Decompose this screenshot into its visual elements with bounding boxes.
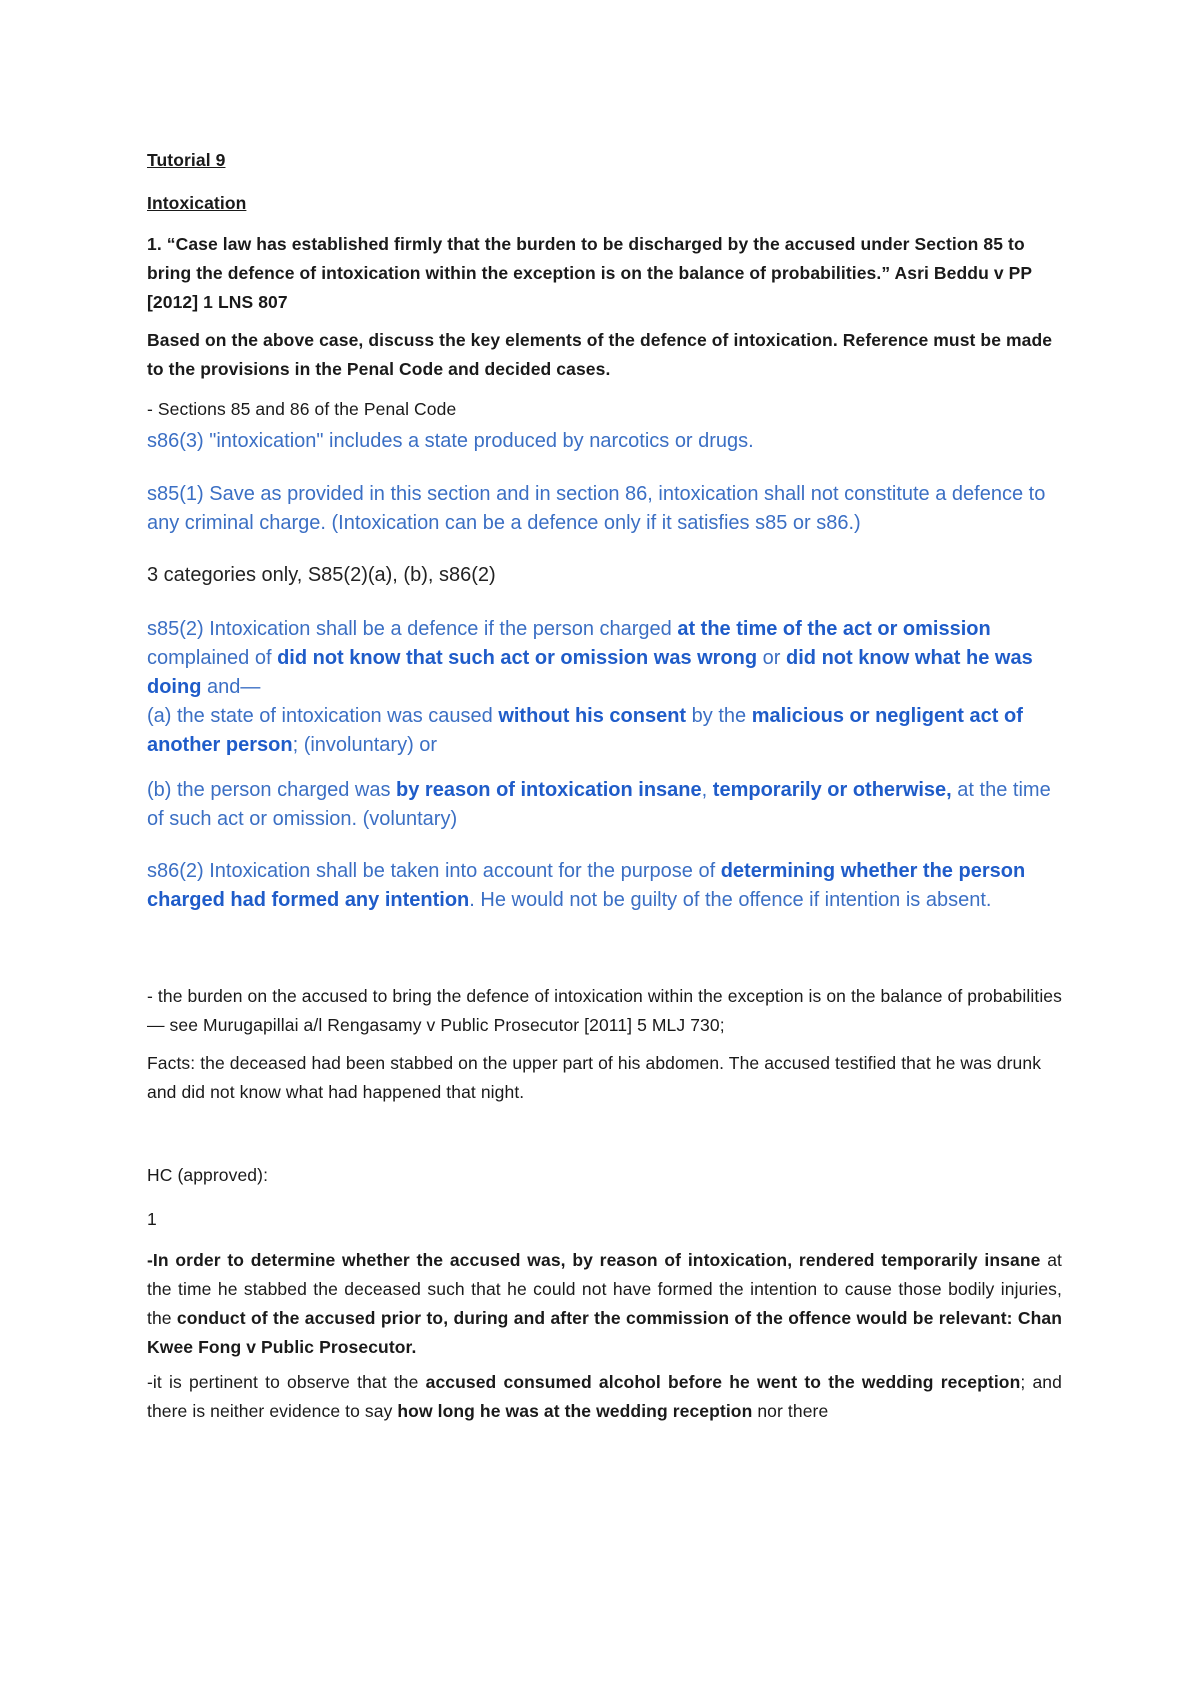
s85-2b-text-3: at the time of such act or omission. (voluntary): [147, 779, 1051, 830]
page-title: Tutorial 9: [147, 150, 226, 170]
para1-text-1: at the time he stabbed the deceased such that he could not have formed the intention to cause those bodily injuries, the: [147, 1250, 1062, 1328]
s85-2-text-4: and—: [201, 676, 261, 698]
facts-paragraph: [147, 1049, 1062, 1107]
s85-1-provision: s85(1) Save as provided in this section and in section 86, intoxication shall not constitute a defence to any criminal charge. (Intoxication can be a defence only if it satisfies s85 or s86.): [147, 483, 1046, 534]
s85-2b-bold-2: temporarily or otherwise,: [712, 779, 952, 801]
relevance-paragraph: [147, 1246, 1062, 1362]
s86-2-provision: [147, 857, 1062, 915]
s85-2a-bold-2: malicious or negligent act of another person: [147, 705, 1023, 756]
s85-2-bold-2: did not know that such act or omission was wrong: [277, 647, 758, 669]
question-quote: 1. “Case law has established firmly that the burden to be discharged by the accused under Section 85 to bring the defence of intoxication within the exception is on the balance of probabilities.” Asri Beddu v PP [2012] 1 LNS 807: [147, 234, 1032, 312]
s85-2a-bold-1: without his consent: [498, 705, 687, 727]
s85-2a-text-1: (a) the state of intoxication was caused: [147, 705, 499, 727]
s85-2-text-1: s85(2) Intoxication shall be a defence if the person charged: [147, 618, 678, 640]
s85-2b-text-1: (b) the person charged was: [147, 779, 397, 801]
para2-bold-1: accused consumed alcohol before he went to the wedding reception: [425, 1372, 1021, 1392]
alcohol-paragraph: [147, 1368, 1062, 1426]
s85-2b-text-2: ,: [701, 779, 713, 801]
para2-text-1: -it is pertinent to observe that the: [147, 1372, 426, 1392]
s85-2-bold-1: at the time of the act or omission: [677, 618, 991, 640]
s86-2-bold-1: determining whether the person charged had formed any intention: [147, 860, 1026, 911]
s85-2-bold-3: did not know what he was doing: [147, 647, 1033, 698]
s85-2b-bold-1: by reason of intoxication insane: [396, 779, 702, 801]
para2-text-2: ; and there is neither evidence to say: [147, 1372, 1062, 1421]
sections-reference: - Sections 85 and 86 of the Penal Code: [147, 399, 457, 419]
s85-2-text-3: or: [757, 647, 787, 669]
categories-note: 3 categories only, S85(2)(a), (b), s86(2): [147, 564, 496, 586]
s86-2-text-1: s86(2) Intoxication shall be taken into account for the purpose of: [147, 860, 721, 882]
para1-bold-1: -In order to determine whether the accused was, by reason of intoxication, rendered temporarily insane: [147, 1250, 1041, 1270]
facts-label: Facts:: [147, 1053, 196, 1073]
s85-2b-provision: [147, 776, 1062, 834]
s85-2a-text-3: ; (involuntary) or: [292, 734, 438, 756]
s86-2-text-2: . He would not be guilty of the offence if intention is absent.: [469, 889, 992, 911]
hc-number: 1: [147, 1209, 157, 1229]
para2-text-3: nor there: [752, 1401, 829, 1421]
facts-text: the deceased had been stabbed on the upper part of his abdomen. The accused testified that he was drunk and did not know what had happened that night.: [147, 1053, 1042, 1102]
para2-bold-2: how long he was at the wedding reception: [397, 1401, 753, 1421]
hc-label: HC (approved):: [147, 1165, 269, 1185]
s85-2-provision: [147, 615, 1062, 760]
s85-2a-text-2: by the: [686, 705, 752, 727]
s85-2-text-2: complained of: [147, 647, 278, 669]
topic-heading: Intoxication: [147, 193, 247, 213]
s86-3-definition: s86(3) "intoxication" includes a state produced by narcotics or drugs.: [147, 430, 754, 452]
question-task: Based on the above case, discuss the key elements of the defence of intoxication. Reference must be made to the provisions in the Penal Code and decided cases.: [147, 330, 1053, 379]
para1-bold-2: conduct of the accused prior to, during and after the commission of the offence would be relevant: Chan Kwee Fong v Public Prosecutor.: [147, 1308, 1062, 1357]
burden-paragraph: - the burden on the accused to bring the defence of intoxication within the exception is on the balance of probabilities — see Murugapillai a/l Rengasamy v Public Prosecutor [2011] 5 MLJ 730;: [147, 986, 1062, 1035]
